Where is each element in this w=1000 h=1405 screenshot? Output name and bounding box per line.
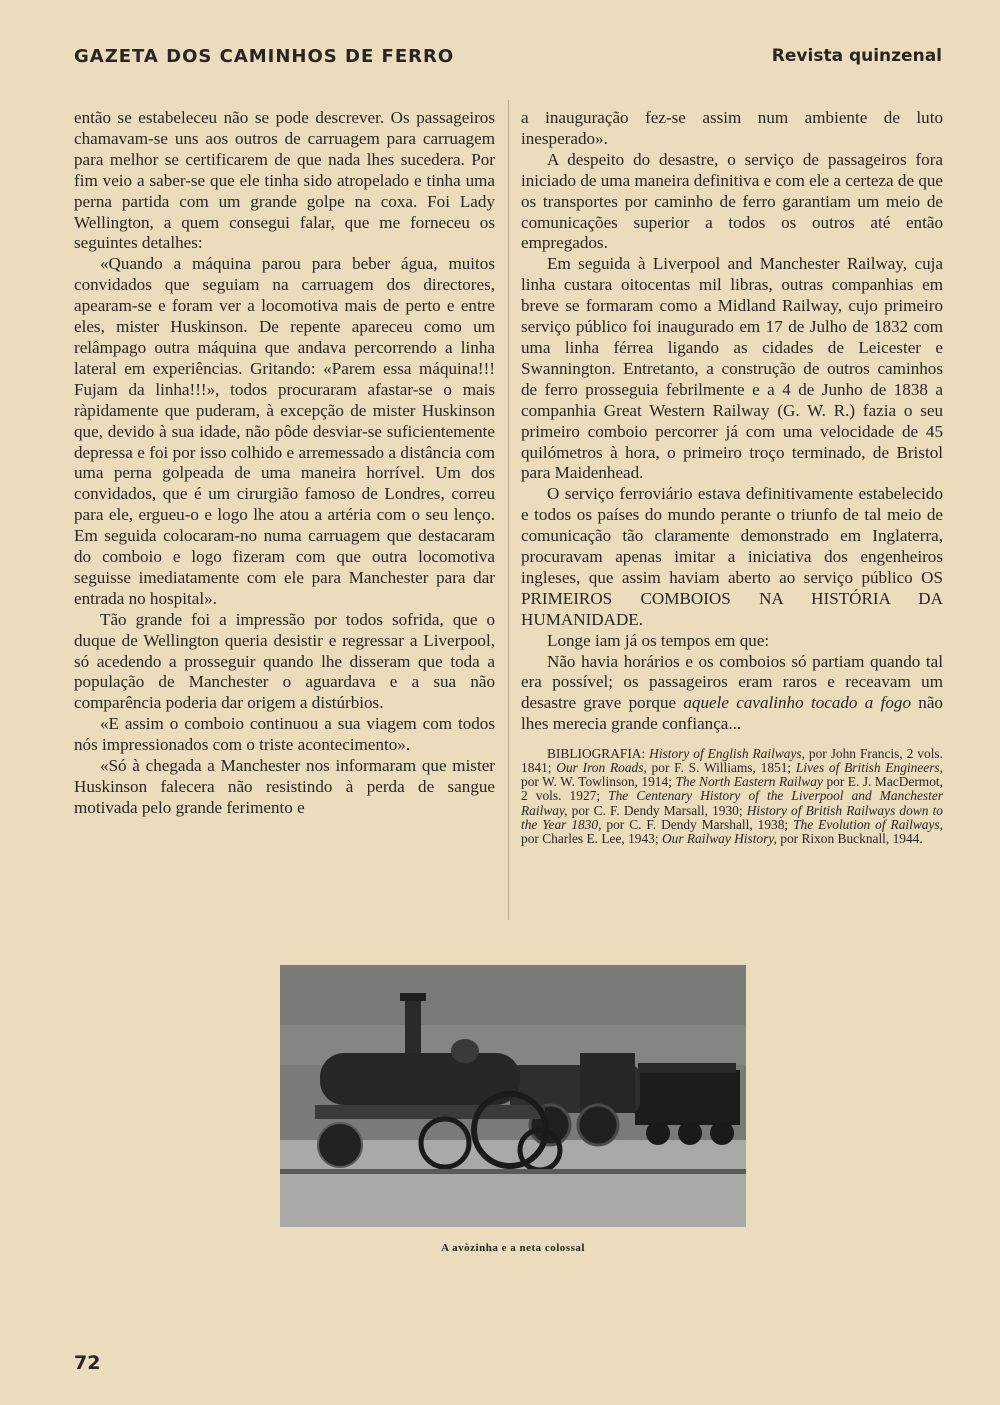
tender-top [638, 1063, 736, 1073]
locomotive-photo [280, 965, 746, 1227]
bib-title: The North Eastern Railway [675, 774, 823, 790]
bib-details: por F. S. Williams, 1851; [651, 760, 792, 776]
old-loco-chimney-cap [400, 993, 426, 1001]
bib-details: por Charles E. Lee, 1943; [521, 830, 659, 846]
paragraph: A despeito do desastre, o serviço de passageiros fora iniciado de uma maneira definitiva e com ele a certeza de que os transportes por caminho de ferro garantiam um meio de comunicações superior a todos os outros até então empregados. [521, 149, 943, 253]
bib-details: por W. W. Towlinson, 1914; [521, 774, 672, 790]
paragraph: Em seguida à Liverpool and Manchester Railway, cuja linha custara oitocentas mil libras, outras companhias em breve se formaram como a Midland Railway, cujo primeiro serviço público foi inaugurado em 17 de Julho de 1832 com uma linha férrea ligando as cidades de Leicester e Swannington. Entretanto, a construção de outros caminhos de ferro prosseguia febrilmente e a 4 de Junho de 1838 a companhia Great Western Railway (G. W. R.) fazia o seu primeiro comboio percorrer já com uma velocidade de 45 quilómetros à hora, o primeiro troço terminado, de Bristol para Maidenhead. [521, 254, 943, 483]
paragraph: «Quando a máquina parou para beber água, muitos convidados que seguiam na carruagem dos directores, apearam-se e foram ver a locomotiva mais de perto e entre eles, mister Huskinson. De repente apareceu como um relâmpago outra máquina que andava percorrendo a linha lateral em experiências. Gritando: «Parem essa máquina!!! Fujam da linha!!!», todos procuraram afastar-se o mais ràpidamente que puderam, à excepção de mister Huskinson que, devido à sua idade, não pôde desviar-se suficientemente depressa e foi por isso colhido e arremessado a distância com uma perna golpeada de uma maneira horrível. Um dos convidados, que é um cirurgião famoso de Londres, correu para ele, ergueu-o e logo lhe atou a artéria com o seu lenço. Em seguida colocaram-no numa carruagem que destacaram do comboio e logo fizeram com que outra locomotiva seguisse imediatamente com ele para Manchester para dar entrada no hospital». [74, 254, 495, 608]
paragraph [521, 652, 943, 736]
paragraph: O serviço ferroviário estava definitivamente estabelecido e todos os países do mundo perante o triunfo de tal meio de comunicação tão claramente demonstrado em Inglaterra, procuravam apenas imitar a iniciativa dos engenheiros ingleses, que assim haviam aberto ao serviço público OS PRIMEIROS COMBOIOS NA HISTÓRIA DA HUMANIDADE. [521, 484, 943, 629]
tender-body [635, 1070, 740, 1125]
bib-title: History of English Railways, [649, 746, 805, 762]
bib-details: por Rixon Bucknall, 1944. [780, 830, 923, 846]
right-column [521, 108, 943, 846]
old-loco-dome [451, 1039, 479, 1063]
running-header [74, 46, 942, 74]
bib-details: por C. F. Dendy Marshall, 1938; [606, 816, 789, 832]
bib-details: por C. F. Dendy Marsall, 1930; [571, 802, 743, 818]
magazine-title: GAZETA DOS CAMINHOS DE FERRO [74, 46, 455, 67]
tender-wheel [678, 1121, 702, 1145]
bib-title: History of British Railways down to the Year 1830, [521, 802, 943, 832]
tender-wheel [646, 1121, 670, 1145]
italic-phrase: aquele cavalinho tocado a fogo [683, 693, 911, 713]
old-loco-front-wheel [318, 1123, 362, 1167]
bib-title: The Centenary History of the Liverpool and Manchester Railway, [521, 788, 943, 818]
old-loco-frame [315, 1105, 545, 1119]
bibliography [521, 747, 943, 846]
bib-title: Our Iron Roads, [556, 760, 647, 776]
column-divider [508, 100, 509, 920]
paragraph: Longe iam já os tempos em que: [547, 630, 770, 650]
bib-title: Our Railway History, [661, 830, 777, 846]
paragraph: «E assim o comboio continuou a sua viagem com todos nós impressionados com o triste acontecimento». [74, 714, 495, 755]
left-column [74, 108, 495, 819]
bib-title: The Evolution of Railways, [793, 816, 943, 832]
paragraph: «Só à chegada a Manchester nos informaram que mister Huskinson falecera não resistindo à perda de sangue motivada pelo grande ferimento e [74, 756, 495, 817]
bibliography-label: BIBLIOGRAFIA: [547, 746, 646, 762]
page-number: 72 [74, 1352, 101, 1374]
bib-details: por John Francis, 2 vols. 1841; [521, 746, 943, 776]
rail-track [280, 1169, 746, 1174]
magazine-subtitle: Revista quinzenal [771, 46, 942, 66]
paragraph-text: Não havia horários e os comboios só partiam quando tal era possível; os passageiros eram raros e receavam um desastre grave porque [521, 651, 943, 713]
paragraph: Tão grande foi a impressão por todos sofrida, que o duque de Wellington queria desistir e regressar a Liverpool, só acedendo a prosseguir quando lhe disseram que toda a população de Manchester o aguardava e a sua não comparência poderia dar origem a distúrbios. [74, 609, 495, 713]
photo-caption: A avòzinha e a neta colossal [441, 1242, 585, 1254]
paragraph: então se estabeleceu não se pode descrever. Os passageiros chamavam-se uns aos outros de carruagem para carruagem para melhor se certificarem de que nada lhes sucedera. Por fim veio a saber-se que ele tinha sido atropelado e tinha uma perna partida com um grande golpe na coxa. Foi Lady Wellington, a quem consegui falar, que me forneceu os seguintes detalhes: [74, 108, 495, 253]
paragraph: a inauguração fez-se assim num ambiente de luto inesperado». [521, 108, 943, 148]
tender-wheel [710, 1121, 734, 1145]
locomotive-illustration [280, 965, 746, 1227]
bib-title: Lives of British Engineers, [795, 760, 943, 776]
bib-details: por E. J. MacDermot, 2 vols. 1927; [521, 774, 943, 804]
paragraph-text: não lhes merecia grande confiança... [521, 693, 943, 734]
modern-loco-wheel [578, 1105, 618, 1145]
modern-loco-cab [580, 1053, 635, 1113]
